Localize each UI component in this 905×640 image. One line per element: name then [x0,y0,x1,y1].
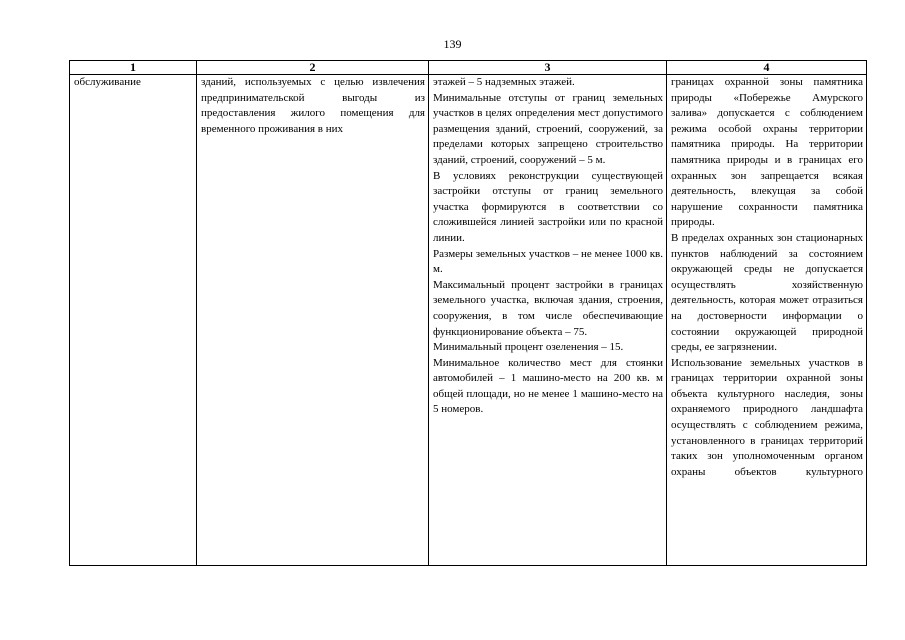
column-header-4: 4 [667,61,867,75]
col3-paragraph: В условиях реконструкции существующей застройки отступы от границ земельного участка формируются в соответствии со сложившейся линией застройки или по красной линии. [433,169,663,244]
col3-paragraph: этажей – 5 надземных этажей. [433,76,575,88]
cell-col1 [70,75,197,566]
col4-paragraph: В пределах охранных зон стационарных пунктов наблюдений за состоянием окружающей среды не допускается осуществлять хозяйственную деятельность, которая может отразиться на достоверности информации о состоянии окружающей природной среды, ее загрязнении. [671,231,863,354]
col3-paragraph: Минимальное количество мест для стоянки автомобилей – 1 машино-место на 200 кв. м общей площади, но не менее 1 машино-место на 5 номеров. [433,356,663,416]
col3-paragraph: Минимальный процент озеленения – 15. [433,341,624,354]
col2-text: зданий, используемых с целью извлечения предпринимательской выгоды из предоставления жилого помещения для временного проживания в них [201,76,425,135]
col4-paragraph: границах охранной зоны памятника природы «Побережье Амурского залива» допускается с соблюдением режима особой охраны территории памятника природы. На территории памятника природы и в границах его охранных зон запрещается всякая деятельность, влекущая за собой нарушение сохранности памятника природы. [671,76,863,229]
column-header-2: 2 [197,61,429,75]
col3-paragraph: Максимальный процент застройки в границах земельного участка, включая здания, строения, сооружения, в том числе обеспечивающие функционирование объекта – 75. [433,278,663,338]
document-table [69,60,867,566]
cell-col2 [197,75,429,566]
header-row [70,61,867,75]
table-row [70,75,867,566]
col4-paragraph: Использование земельных участков в границах территории охранной зоны объекта культурного наследия, зоны охраняемого природного ландшафта осуществлять с соблюдением режима, установленного в границах территорий таких зон уполномоченным органом охраны объектов культурного [671,356,863,478]
page-number: 139 [443,37,462,51]
cell-col4 [667,75,867,566]
cell-col3 [429,75,667,566]
column-header-1: 1 [70,61,197,75]
col3-paragraph: Размеры земельных участков – не менее 1000 кв. м. [433,247,663,276]
col3-paragraph: Минимальные отступы от границ земельных участков в целях определения мест допустимого размещения зданий, строений, сооружений, за пределами которых запрещено строительство зданий, строений, сооружений – 5 м. [433,91,663,166]
col1-text: обслуживание [74,76,141,88]
column-header-3: 3 [429,61,667,75]
